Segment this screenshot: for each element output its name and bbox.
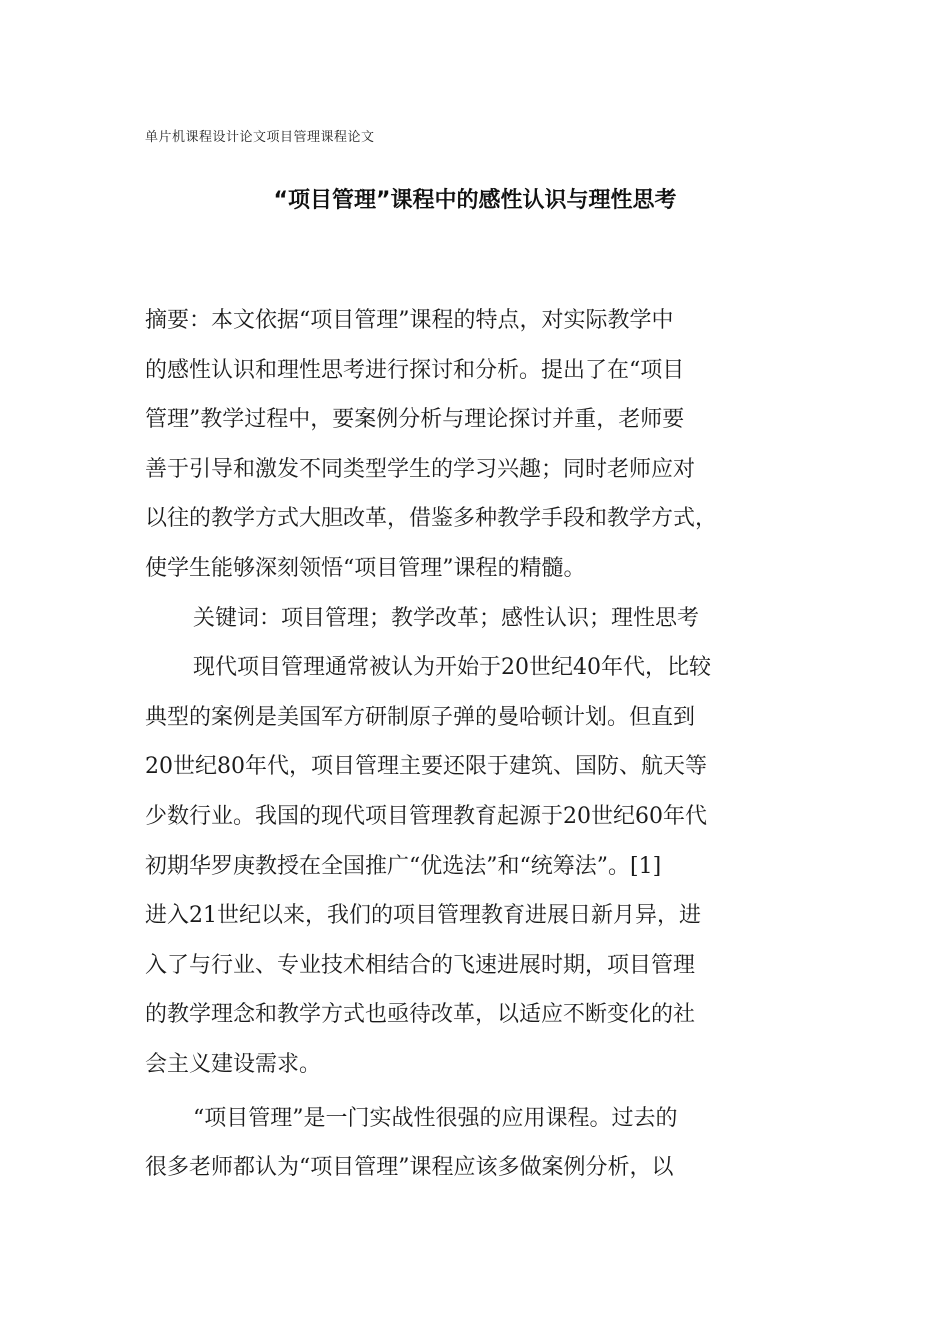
body-paragraph-1 xyxy=(145,643,805,1089)
paragraph-line: 少数行业。我国的现代项目管理教育起源于20世纪60年代 xyxy=(145,803,707,829)
paragraph-line: 的教学理念和教学方式也亟待改革，以适应不断变化的社 xyxy=(145,1002,696,1028)
paragraph-line: 20世纪80年代，项目管理主要还限于建筑、国防、航天等 xyxy=(145,754,707,780)
paragraph-line: 入了与行业、专业技术相结合的飞速进展时期，项目管理 xyxy=(145,952,696,978)
paragraph-line: “项目管理”是一门实战性很强的应用课程。过去的 xyxy=(193,1105,678,1131)
running-header: 单片机课程设计论文项目管理课程论文 xyxy=(145,130,375,145)
abstract-line: 善于引导和激发不同类型学生的学习兴趣；同时老师应对 xyxy=(145,456,696,482)
paragraph-line: 现代项目管理通常被认为开始于20世纪40年代，比较 xyxy=(193,655,711,681)
document-title: “项目管理”课程中的感性认识与理性思考 xyxy=(273,188,677,213)
abstract-line: 以往的教学方式大胆改革，借鉴多种教学手段和教学方式， xyxy=(145,506,718,532)
abstract-line: 摘要：本文依据“项目管理”课程的特点，对实际教学中 xyxy=(145,308,674,333)
body-text xyxy=(145,296,805,1193)
abstract-line: 的感性认识和理性思考进行探讨和分析。提出了在“项目 xyxy=(145,357,685,383)
paragraph-line: 进入21世纪以来，我们的项目管理教育进展日新月异，进 xyxy=(145,903,701,929)
abstract-paragraph xyxy=(145,296,805,594)
abstract-line: 管理”教学过程中，要案例分析与理论探讨并重，老师要 xyxy=(145,407,685,433)
paragraph-line: 初期华罗庚教授在全国推广“优选法”和“统筹法”。[1] xyxy=(145,853,662,879)
keywords-line: 关键词：项目管理；教学改革；感性认识；理性思考 xyxy=(193,605,700,631)
paragraph-line: 很多老师都认为“项目管理”课程应该多做案例分析，以 xyxy=(145,1155,674,1181)
paragraph-line: 会主义建设需求。 xyxy=(145,1051,322,1077)
body-paragraph-2 xyxy=(145,1094,805,1193)
paragraph-line: 典型的案例是美国军方研制原子弹的曼哈顿计划。但直到 xyxy=(145,704,696,730)
abstract-line: 使学生能够深刻领悟“项目管理”课程的精髓。 xyxy=(145,555,586,581)
